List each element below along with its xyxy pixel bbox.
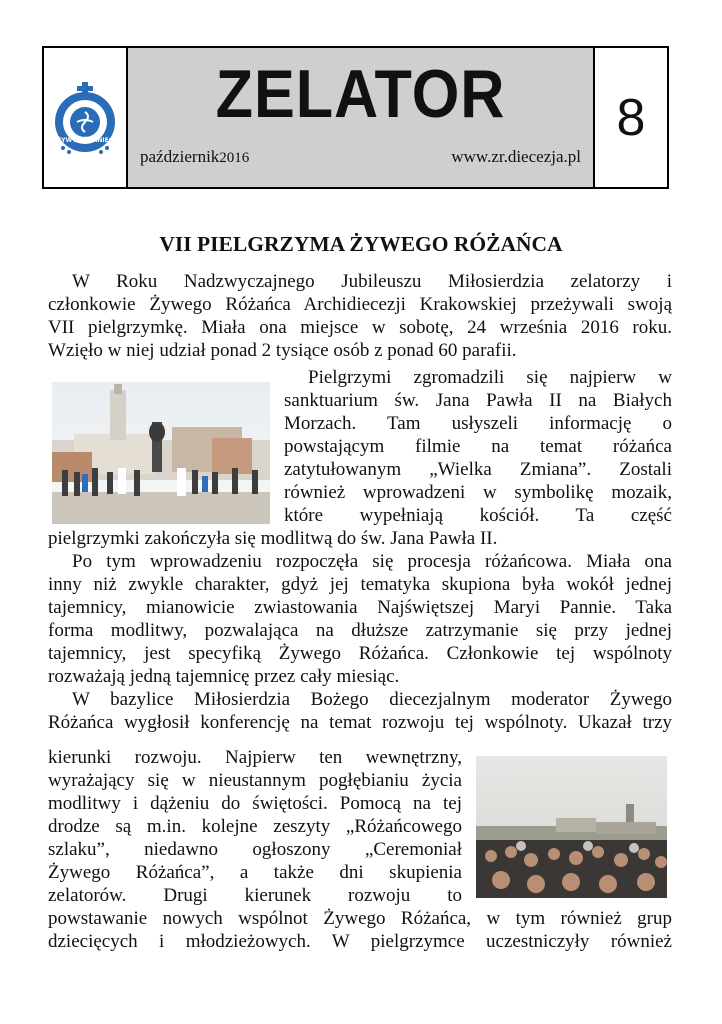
issue-year: 2016	[219, 150, 250, 166]
text-line: zelatorów. Drugi kierunek rozwoju to	[48, 885, 462, 906]
article-headline: VII PIELGRZYMA ŻYWEGO RÓŻAŃCA	[159, 232, 563, 256]
text-line: rozważają jedną tajemnicę przez cały miesiąc.	[48, 666, 400, 687]
issue-number: 8	[616, 88, 646, 147]
text-line: Żywego Różańca”, a także dni skupienia	[48, 862, 462, 883]
rose-cross-logo-icon	[51, 78, 119, 158]
text-line: modlitwy i dążeniu do świętości. Pomocą na tej	[48, 793, 462, 814]
text-line: VII pielgrzymkę. Miała ona miejsce w sobotę, 24 września 2016 roku.	[48, 317, 672, 338]
text-line: wyrażający się w nieustannym pogłębianiu życia	[48, 770, 462, 791]
svg-text:ŻYWY RÓŻANIEC: ŻYWY RÓŻANIEC	[56, 136, 114, 144]
text-line: W Roku Nadzwyczajnego Jubileuszu Miłosierdzia zelatorzy i	[72, 271, 672, 292]
text-line: powstawanie nowych wspólnot Żywego Różańca, w tym również grup	[48, 908, 672, 929]
issue-number-cell	[595, 48, 667, 187]
photo-sanctuary-procession	[52, 382, 270, 524]
text-line: powstającym filmie na temat różańca	[284, 436, 672, 457]
text-line: inny niż zwykle charakter, gdyż jej tematyka skupiona była wokół jednej	[48, 574, 672, 595]
text-line: Po tym wprowadzeniu rozpoczęła się procesja różańcowa. Miała ona	[72, 551, 672, 572]
text-line: członkowie Żywego Różańca Archidiecezji Krakowskiej przeżywali swoją	[48, 294, 672, 315]
paragraph-sanctuary	[284, 366, 672, 527]
text-line: sanktuarium św. Jana Pawła II na Białych	[284, 390, 672, 411]
paragraph-conference	[48, 746, 462, 907]
logo-cell	[44, 48, 128, 187]
publication-title: ZELATOR	[215, 56, 506, 132]
text-line: które wypełniają kościół. Ta część	[284, 505, 672, 526]
masthead	[42, 46, 669, 189]
paragraph-intro	[48, 270, 672, 362]
text-line: W bazylice Miłosierdzia Bożego diecezjalnym moderator Żywego	[72, 689, 672, 710]
photo-pilgrims-crowd	[476, 756, 667, 898]
text-line: tajemnicy, jest specyfiką Żywego Różańca. Członkowie tej wspólnoty	[48, 643, 672, 664]
text-line: drodze są m.in. kolejne zeszyty „Różańcowego	[48, 816, 462, 837]
photo-crowd-image	[476, 756, 667, 898]
text-line: Wzięło w niej udział ponad 2 tysiące osób z ponad 60 parafii.	[48, 340, 517, 361]
website-link[interactable]: www.zr.diecezja.pl	[451, 147, 581, 166]
paragraph-communities	[48, 907, 672, 953]
text-line: również wprowadzeni w symbolikę mozaik,	[284, 482, 672, 503]
masthead-title-cell	[128, 48, 595, 187]
text-line: Pielgrzymi zgromadzili się najpierw w	[308, 367, 672, 388]
text-line: szlaku”, niedawno ogłoszony „Ceremoniał	[48, 839, 462, 860]
text-line: tajemnicy, mianowicie zwiastowania Najświętszej Maryi Pannie. Taka	[48, 597, 672, 618]
text-line: Różańca wygłosił konferencję na temat rozwoju tej wspólnoty. Ukazał trzy	[48, 712, 672, 733]
text-line: zatytułowanym „Wielka Zmiana”. Zostali	[284, 459, 672, 480]
text-line: Morzach. Tam usłyszeli informację o	[284, 413, 672, 434]
photo-sanctuary-image	[52, 382, 270, 524]
text-line: forma modlitwy, pozwalająca na dłuższe zatrzymanie się przy jednej	[48, 620, 672, 641]
text-line: kierunki rozwoju. Najpierw ten wewnętrzny,	[48, 747, 462, 768]
text-line: dziecięcych i młodzieżowych. W pielgrzymce uczestniczyły również	[48, 931, 672, 952]
paragraph-procession	[48, 527, 672, 734]
issue-month: październik	[140, 147, 220, 166]
text-line: pielgrzymki zakończyła się modlitwą do św. Jana Pawła II.	[48, 528, 498, 549]
issue-date	[140, 147, 249, 167]
